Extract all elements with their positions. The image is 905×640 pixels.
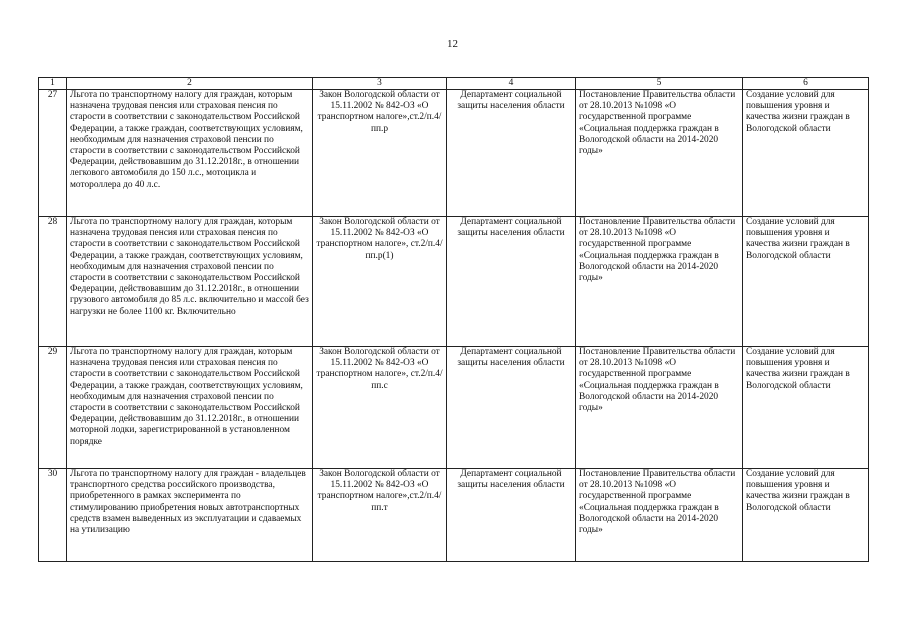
responsible-department: Департамент социальной защиты населения области bbox=[447, 90, 576, 217]
row-number: 29 bbox=[39, 347, 67, 469]
responsible-department: Департамент социальной защиты населения области bbox=[447, 347, 576, 469]
benefit-description: Льгота по транспортному налогу для граждан, которым назначена трудовая пенсия или страховая пенсия по старости в соответствии с законодательством Российской Федерации, а также граждан, соответствующих условиям, необходимым для назначения страховой пенсии по старости в соответствии с законодательством Российской Федерации, действовавшим до 31.12.2018г., в отношении грузового автомобиля до 85 л.с. включительно и массой без нагрузки не более 1100 кг. Включительно bbox=[67, 217, 313, 347]
column-header-5: 5 bbox=[576, 78, 743, 90]
law-reference: Закон Вологодской области от 15.11.2002 № 842-ОЗ «О транспортном налоге», ст.2/п.4/пп.р(1) bbox=[313, 217, 447, 347]
state-program: Постановление Правительства области от 28.10.2013 №1098 «О государственной программе «Социальная поддержка граждан в Вологодской области на 2014-2020 годы» bbox=[576, 347, 743, 469]
program-goal: Создание условий для повышения уровня и качества жизни граждан в Вологодской области bbox=[743, 469, 869, 562]
responsible-department: Департамент социальной защиты населения области bbox=[447, 217, 576, 347]
row-number: 27 bbox=[39, 90, 67, 217]
table-row bbox=[39, 469, 869, 562]
state-program: Постановление Правительства области от 28.10.2013 №1098 «О государственной программе «Социальная поддержка граждан в Вологодской области на 2014-2020 годы» bbox=[576, 469, 743, 562]
law-reference: Закон Вологодской области от 15.11.2002 № 842-ОЗ «О транспортном налоге»,ст.2/п.4/пп.р bbox=[313, 90, 447, 217]
column-header-2: 2 bbox=[67, 78, 313, 90]
state-program: Постановление Правительства области от 28.10.2013 №1098 «О государственной программе «Социальная поддержка граждан в Вологодской области на 2014-2020 годы» bbox=[576, 217, 743, 347]
state-program: Постановление Правительства области от 28.10.2013 №1098 «О государственной программе «Социальная поддержка граждан в Вологодской области на 2014-2020 годы» bbox=[576, 90, 743, 217]
column-header-4: 4 bbox=[447, 78, 576, 90]
table-header bbox=[39, 78, 869, 90]
page-number: 12 bbox=[447, 38, 458, 50]
column-header-6: 6 bbox=[743, 78, 869, 90]
law-reference: Закон Вологодской области от 15.11.2002 № 842-ОЗ «О транспортном налоге», ст.2/п.4/пп.с bbox=[313, 347, 447, 469]
benefits-table bbox=[38, 77, 869, 562]
benefit-description: Льгота по транспортному налогу для граждан, которым назначена трудовая пенсия или страховая пенсия по старости в соответствии с законодательством Российской Федерации, а также граждан, соответствующих условиям, необходимым для назначения страховой пенсии по старости в соответствии с законодательством Российской Федерации, действовавшим до 31.12.2018г., в отношении легкового автомобиля до 150 л.с., мотоцикла и мотороллера до 40 л.с. bbox=[67, 90, 313, 217]
row-number: 28 bbox=[39, 217, 67, 347]
row-number: 30 bbox=[39, 469, 67, 562]
benefit-description: Льгота по транспортному налогу для граждан, которым назначена трудовая пенсия или страховая пенсия по старости в соответствии с законодательством Российской Федерации, а также граждан, соответствующих условиям, необходимым для назначения страховой пенсии по старости в соответствии с законодательством Российской Федерации, действовавшим до 31.12.2018г., в отношении моторной лодки, зарегистрированной в установленном порядке bbox=[67, 347, 313, 469]
column-header-3: 3 bbox=[313, 78, 447, 90]
responsible-department: Департамент социальной защиты населения области bbox=[447, 469, 576, 562]
column-header-1: 1 bbox=[39, 78, 67, 90]
program-goal: Создание условий для повышения уровня и качества жизни граждан в Вологодской области bbox=[743, 217, 869, 347]
law-reference: Закон Вологодской области от 15.11.2002 № 842-ОЗ «О транспортном налоге»,ст.2/п.4/пп.т bbox=[313, 469, 447, 562]
table-row bbox=[39, 90, 869, 217]
benefit-description: Льгота по транспортному налогу для граждан - владельцев транспортного средства российского производства, приобретенного в рамках эксперимента по стимулированию приобретения новых автотранспортных средств взамен выведенных из эксплуатации и сдаваемых на утилизацию bbox=[67, 469, 313, 562]
table-row bbox=[39, 347, 869, 469]
table-row bbox=[39, 217, 869, 347]
program-goal: Создание условий для повышения уровня и качества жизни граждан в Вологодской области bbox=[743, 347, 869, 469]
program-goal: Создание условий для повышения уровня и качества жизни граждан в Вологодской области bbox=[743, 90, 869, 217]
